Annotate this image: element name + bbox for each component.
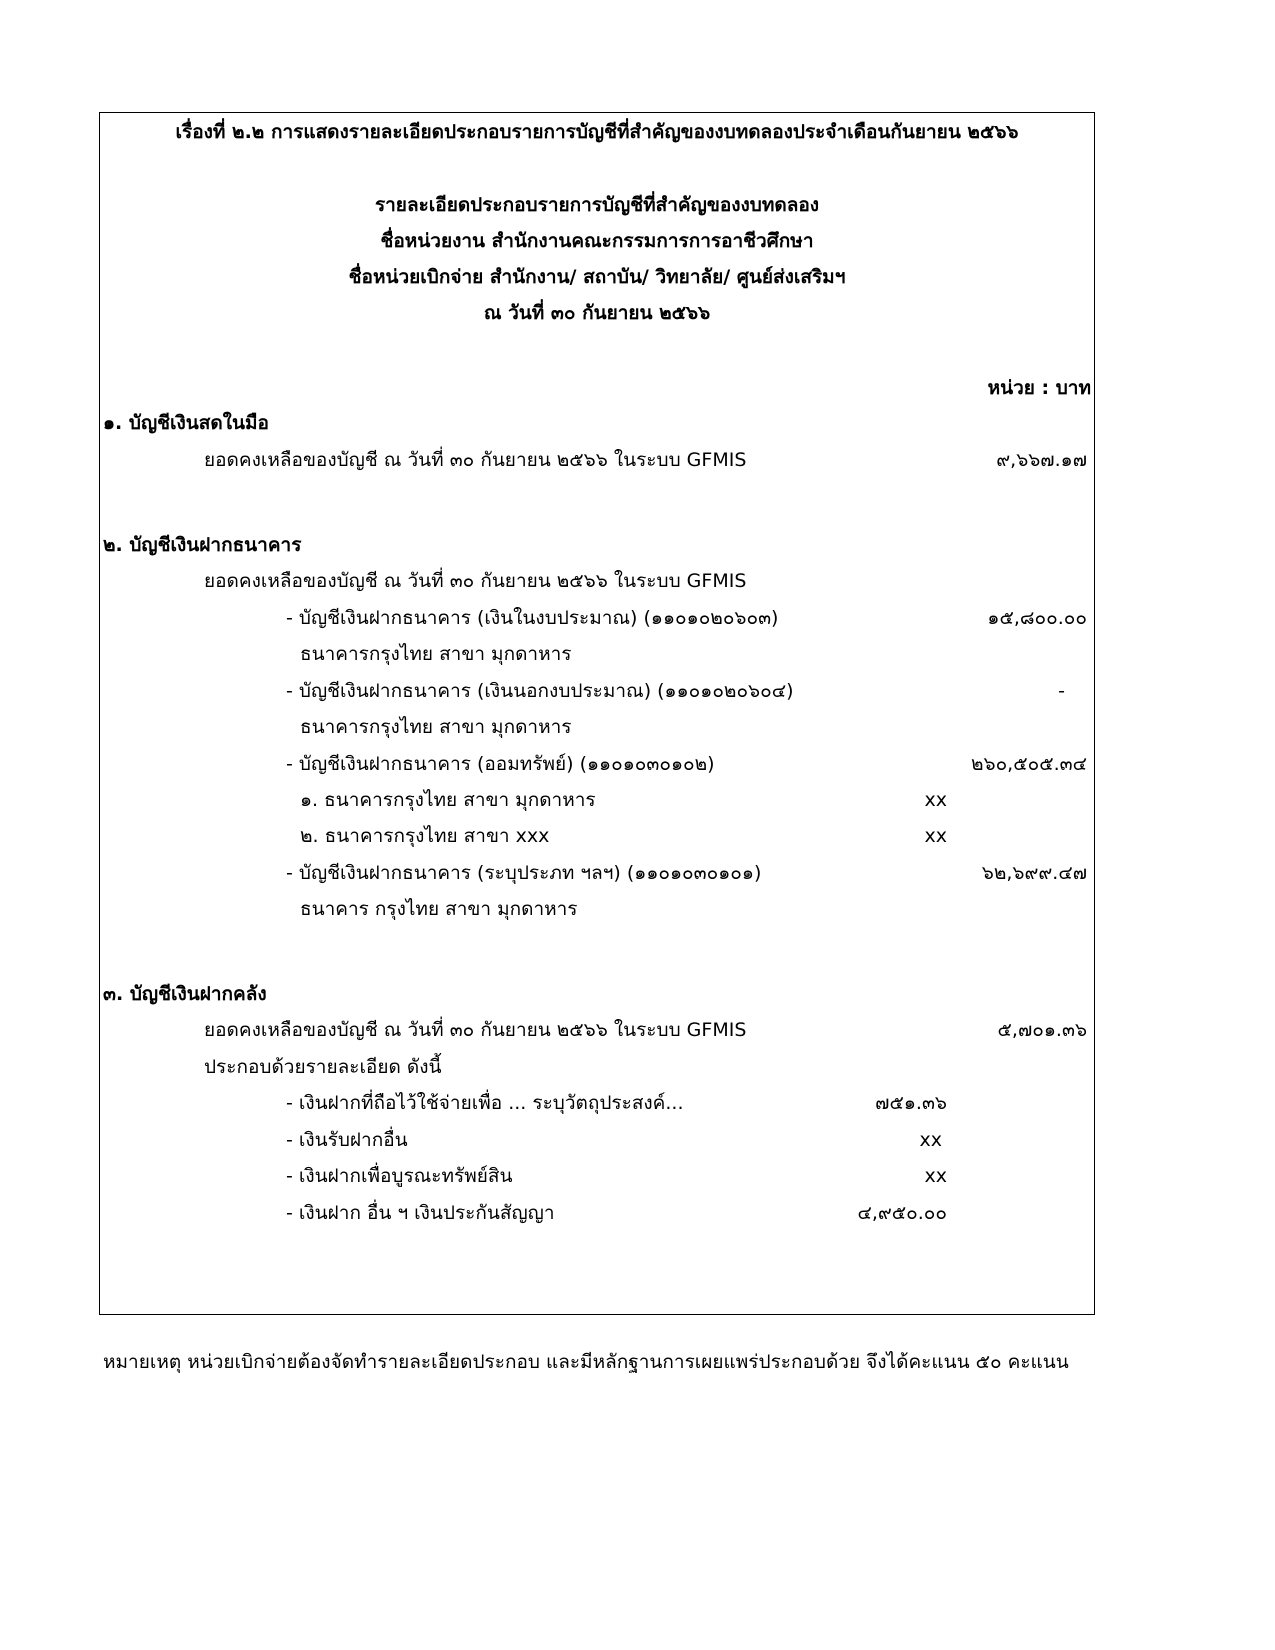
bank-account-nonbudget-value: -	[1058, 680, 1065, 702]
subject-line: เรื่องที่ ๒.๒ การแสดงรายละเอียดประกอบรายการบัญชีที่สำคัญของงบทดลองประจำเดือนกันยายน ๒๕๖๖	[175, 121, 1019, 143]
section2-balance-label: ยอดคงเหลือของบัญชี ณ วันที่ ๓๐ กันยายน ๒๕๖๖ ในระบบ GFMIS	[204, 570, 747, 592]
bank-account-savings-label: - บัญชีเงินฝากธนาคาร (ออมทรัพย์) (๑๑๐๑๐๓๐๑๐๒)	[286, 753, 715, 775]
as-of-date: ณ วันที่ ๓๐ กันยายน ๒๕๖๖	[483, 302, 711, 324]
savings-bank-2-label: ๒. ธนาคารกรุงไทย สาขา xxx	[300, 825, 550, 847]
report-title: รายละเอียดประกอบรายการบัญชีที่สำคัญของงบทดลอง	[374, 194, 820, 216]
bank-account-nonbudget-branch: ธนาคารกรุงไทย สาขา มุกดาหาร	[300, 716, 572, 738]
section3-heading: ๓. บัญชีเงินฝากคลัง	[103, 983, 267, 1005]
document-frame	[99, 112, 1095, 1315]
section3-balance-label: ยอดคงเหลือของบัญชี ณ วันที่ ๓๐ กันยายน ๒๕๖๖ ในระบบ GFMIS	[204, 1019, 747, 1041]
disbursing-unit: ชื่อหน่วยเบิกจ่าย สำนักงาน/ สถาบัน/ วิทยาลัย/ ศูนย์ส่งเสริมฯ	[348, 266, 846, 288]
treasury-item-1-value: ๗๕๑.๓๖	[875, 1092, 947, 1114]
savings-bank-2-value: xx	[924, 825, 947, 847]
treasury-item-3-value: xx	[924, 1165, 947, 1187]
section1-balance-value: ๙,๖๖๗.๑๗	[996, 449, 1087, 471]
section1-balance-label: ยอดคงเหลือของบัญชี ณ วันที่ ๓๐ กันยายน ๒๕๖๖ ในระบบ GFMIS	[204, 449, 747, 471]
section3-balance-value: ๕,๗๐๑.๓๖	[997, 1019, 1087, 1041]
bank-account-nonbudget-label: - บัญชีเงินฝากธนาคาร (เงินนอกงบประมาณ) (๑๑๐๑๐๒๐๖๐๔)	[286, 680, 794, 702]
section3-detail-label: ประกอบด้วยรายละเอียด ดังนี้	[204, 1056, 442, 1078]
treasury-item-2-value: xx	[919, 1129, 942, 1151]
savings-bank-1-value: xx	[924, 789, 947, 811]
unit-label: หน่วย : บาท	[987, 377, 1091, 399]
treasury-item-3-label: - เงินฝากเพื่อบูรณะทรัพย์สิน	[286, 1165, 513, 1187]
bank-account-other-value: ๖๒,๖๙๙.๔๗	[981, 862, 1087, 884]
footnote: หมายเหตุ หน่วยเบิกจ่ายต้องจัดทำรายละเอียดประกอบ และมีหลักฐานการเผยแพร่ประกอบด้วย จึงได้คะแนน ๕๐ คะแนน	[103, 1351, 1069, 1373]
bank-account-budget-value: ๑๕,๘๐๐.๐๐	[987, 607, 1087, 629]
bank-account-savings-value: ๒๖๐,๕๐๕.๓๔	[971, 753, 1087, 775]
section1-heading: ๑. บัญชีเงินสดในมือ	[103, 412, 269, 434]
agency-name: ชื่อหน่วยงาน สำนักงานคณะกรรมการการอาชีวศึกษา	[380, 230, 814, 252]
bank-account-budget-branch: ธนาคารกรุงไทย สาขา มุกดาหาร	[300, 643, 572, 665]
section2-heading: ๒. บัญชีเงินฝากธนาคาร	[103, 534, 302, 556]
treasury-item-1-label: - เงินฝากที่ถือไว้ใช้จ่ายเพื่อ ... ระบุวัตถุประสงค์...	[286, 1092, 684, 1114]
bank-account-other-label: - บัญชีเงินฝากธนาคาร (ระบุประภท ฯลฯ) (๑๑๐๑๐๓๐๑๐๑)	[286, 862, 762, 884]
treasury-item-2-label: - เงินรับฝากอื่น	[286, 1129, 408, 1151]
bank-account-budget-label: - บัญชีเงินฝากธนาคาร (เงินในงบประมาณ) (๑๑๐๑๐๒๐๖๐๓)	[286, 607, 779, 629]
bank-account-other-branch: ธนาคาร กรุงไทย สาขา มุกดาหาร	[300, 898, 578, 920]
treasury-item-4-label: - เงินฝาก อื่น ฯ เงินประกันสัญญา	[286, 1202, 555, 1224]
treasury-item-4-value: ๔,๙๕๐.๐๐	[857, 1202, 947, 1224]
savings-bank-1-label: ๑. ธนาคารกรุงไทย สาขา มุกดาหาร	[300, 789, 596, 811]
